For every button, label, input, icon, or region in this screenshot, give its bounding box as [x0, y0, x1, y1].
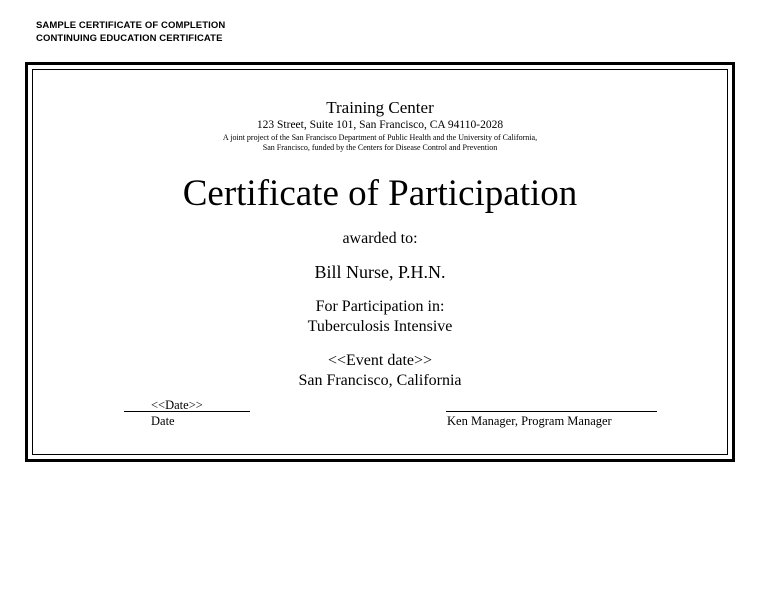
manager-signature-line [446, 411, 657, 412]
event-date: <<Event date>> [327, 352, 433, 369]
date-value: <<Date>> [151, 398, 203, 412]
organization-note-line-1: A joint project of the San Francisco Department of Public Health and the University of California, [222, 133, 538, 142]
organization-name: Training Center [326, 98, 434, 117]
awarded-to-label: awarded to: [342, 230, 418, 247]
organization-address: 123 Street, Suite 101, San Francisco, CA 94110-2028 [256, 119, 504, 131]
header-line-1: SAMPLE CERTIFICATE OF COMPLETION [36, 20, 226, 31]
date-signature-line [124, 411, 250, 412]
participation-label: For Participation in: [315, 298, 445, 315]
recipient-name: Bill Nurse, P.H.N. [314, 262, 446, 282]
date-label: Date [151, 414, 175, 428]
organization-note-line-2: San Francisco, funded by the Centers for Disease Control and Prevention [262, 143, 498, 152]
event-location: San Francisco, California [298, 372, 462, 389]
manager-signature-label: Ken Manager, Program Manager [447, 414, 612, 428]
certificate-title: Certificate of Participation [182, 173, 578, 214]
header-line-2: CONTINUING EDUCATION CERTIFICATE [36, 33, 223, 44]
course-name: Tuberculosis Intensive [307, 318, 453, 335]
